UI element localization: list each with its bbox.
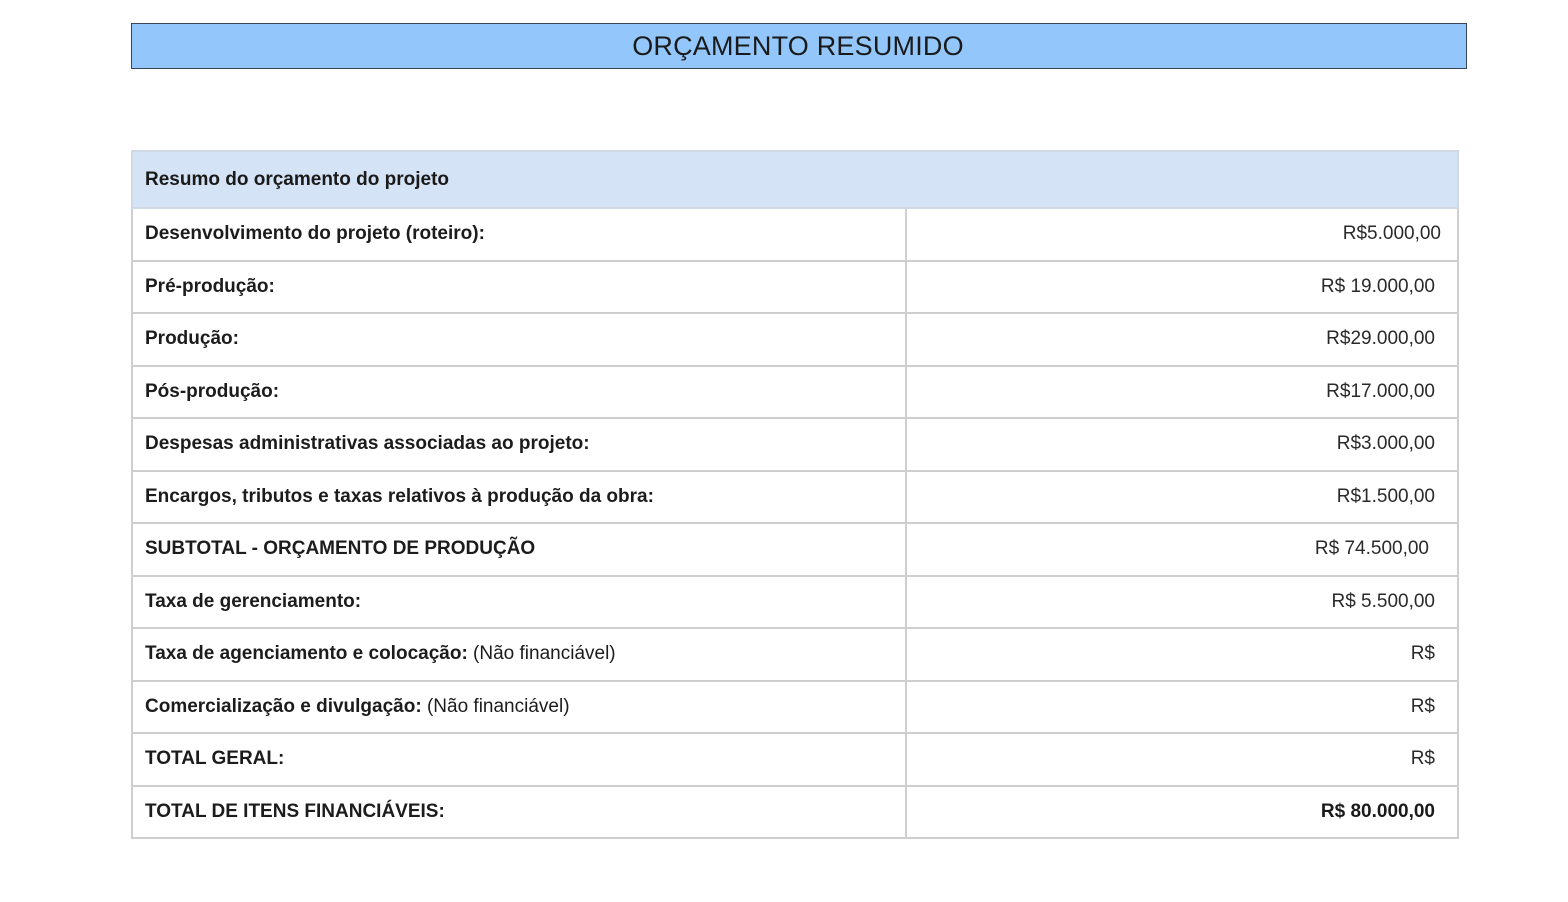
page-title: ORÇAMENTO RESUMIDO — [632, 30, 964, 61]
row-label-text: Pré-produção: — [145, 275, 275, 297]
row-label-text: Taxa de agenciamento e colocação: — [145, 643, 468, 665]
row-value[interactable]: R$5.000,00 — [906, 208, 1458, 261]
table-row-pos-producao — [132, 366, 1458, 419]
budget-summary-table — [131, 150, 1459, 839]
table-header-row — [132, 151, 1458, 208]
row-value[interactable]: R$3.000,00 — [906, 418, 1458, 471]
row-value[interactable]: R$ 5.500,00 — [906, 576, 1458, 629]
row-label-text: Encargos, tributos e taxas relativos à produção da obra: — [145, 485, 654, 507]
row-value[interactable]: R$ — [906, 681, 1458, 734]
row-label — [132, 208, 906, 261]
table-row-total-financiaveis — [132, 786, 1458, 839]
row-label-text: Comercialização e divulgação: — [145, 695, 422, 717]
row-label-text: SUBTOTAL - ORÇAMENTO DE PRODUÇÃO — [145, 538, 536, 560]
row-value[interactable]: R$ 80.000,00 — [906, 786, 1458, 839]
table-row-subtotal — [132, 523, 1458, 576]
row-label — [132, 366, 906, 419]
row-value[interactable]: R$17.000,00 — [906, 366, 1458, 419]
row-label — [132, 628, 906, 681]
row-label-text: TOTAL GERAL: — [145, 748, 285, 770]
row-label — [132, 418, 906, 471]
row-label — [132, 523, 906, 576]
row-label-text: Despesas administrativas associadas ao projeto: — [145, 433, 590, 455]
row-label-text: Desenvolvimento do projeto (roteiro): — [145, 223, 485, 245]
table-row-taxa-agenciamento — [132, 628, 1458, 681]
table-row-taxa-gerenciamento — [132, 576, 1458, 629]
row-label-note: (Não financiável) — [421, 695, 570, 717]
row-label — [132, 786, 906, 839]
table-row-encargos — [132, 471, 1458, 524]
table-header: Resumo do orçamento do projeto — [132, 151, 1458, 208]
row-label-note: (Não financiável) — [467, 643, 616, 665]
row-value[interactable]: R$ 74.500,00 — [906, 523, 1458, 576]
row-value[interactable]: R$1.500,00 — [906, 471, 1458, 524]
table-row-pre-producao — [132, 261, 1458, 314]
row-label — [132, 261, 906, 314]
row-label-text: Produção: — [145, 328, 239, 350]
row-value[interactable]: R$ — [906, 628, 1458, 681]
row-label-text: TOTAL DE ITENS FINANCIÁVEIS: — [145, 800, 445, 822]
table-row-despesas-administrativas — [132, 418, 1458, 471]
row-value[interactable]: R$ — [906, 733, 1458, 786]
title-banner — [131, 23, 1467, 69]
row-label-text: Pós-produção: — [145, 380, 280, 402]
row-label — [132, 313, 906, 366]
row-value[interactable]: R$ 19.000,00 — [906, 261, 1458, 314]
table-row-producao — [132, 313, 1458, 366]
table-row-comercializacao — [132, 681, 1458, 734]
table-row-total-geral — [132, 733, 1458, 786]
table-row-desenvolvimento — [132, 208, 1458, 261]
row-label — [132, 471, 906, 524]
row-label — [132, 576, 906, 629]
row-label — [132, 733, 906, 786]
row-value[interactable]: R$29.000,00 — [906, 313, 1458, 366]
row-label-text: Taxa de gerenciamento: — [145, 590, 362, 612]
row-label — [132, 681, 906, 734]
